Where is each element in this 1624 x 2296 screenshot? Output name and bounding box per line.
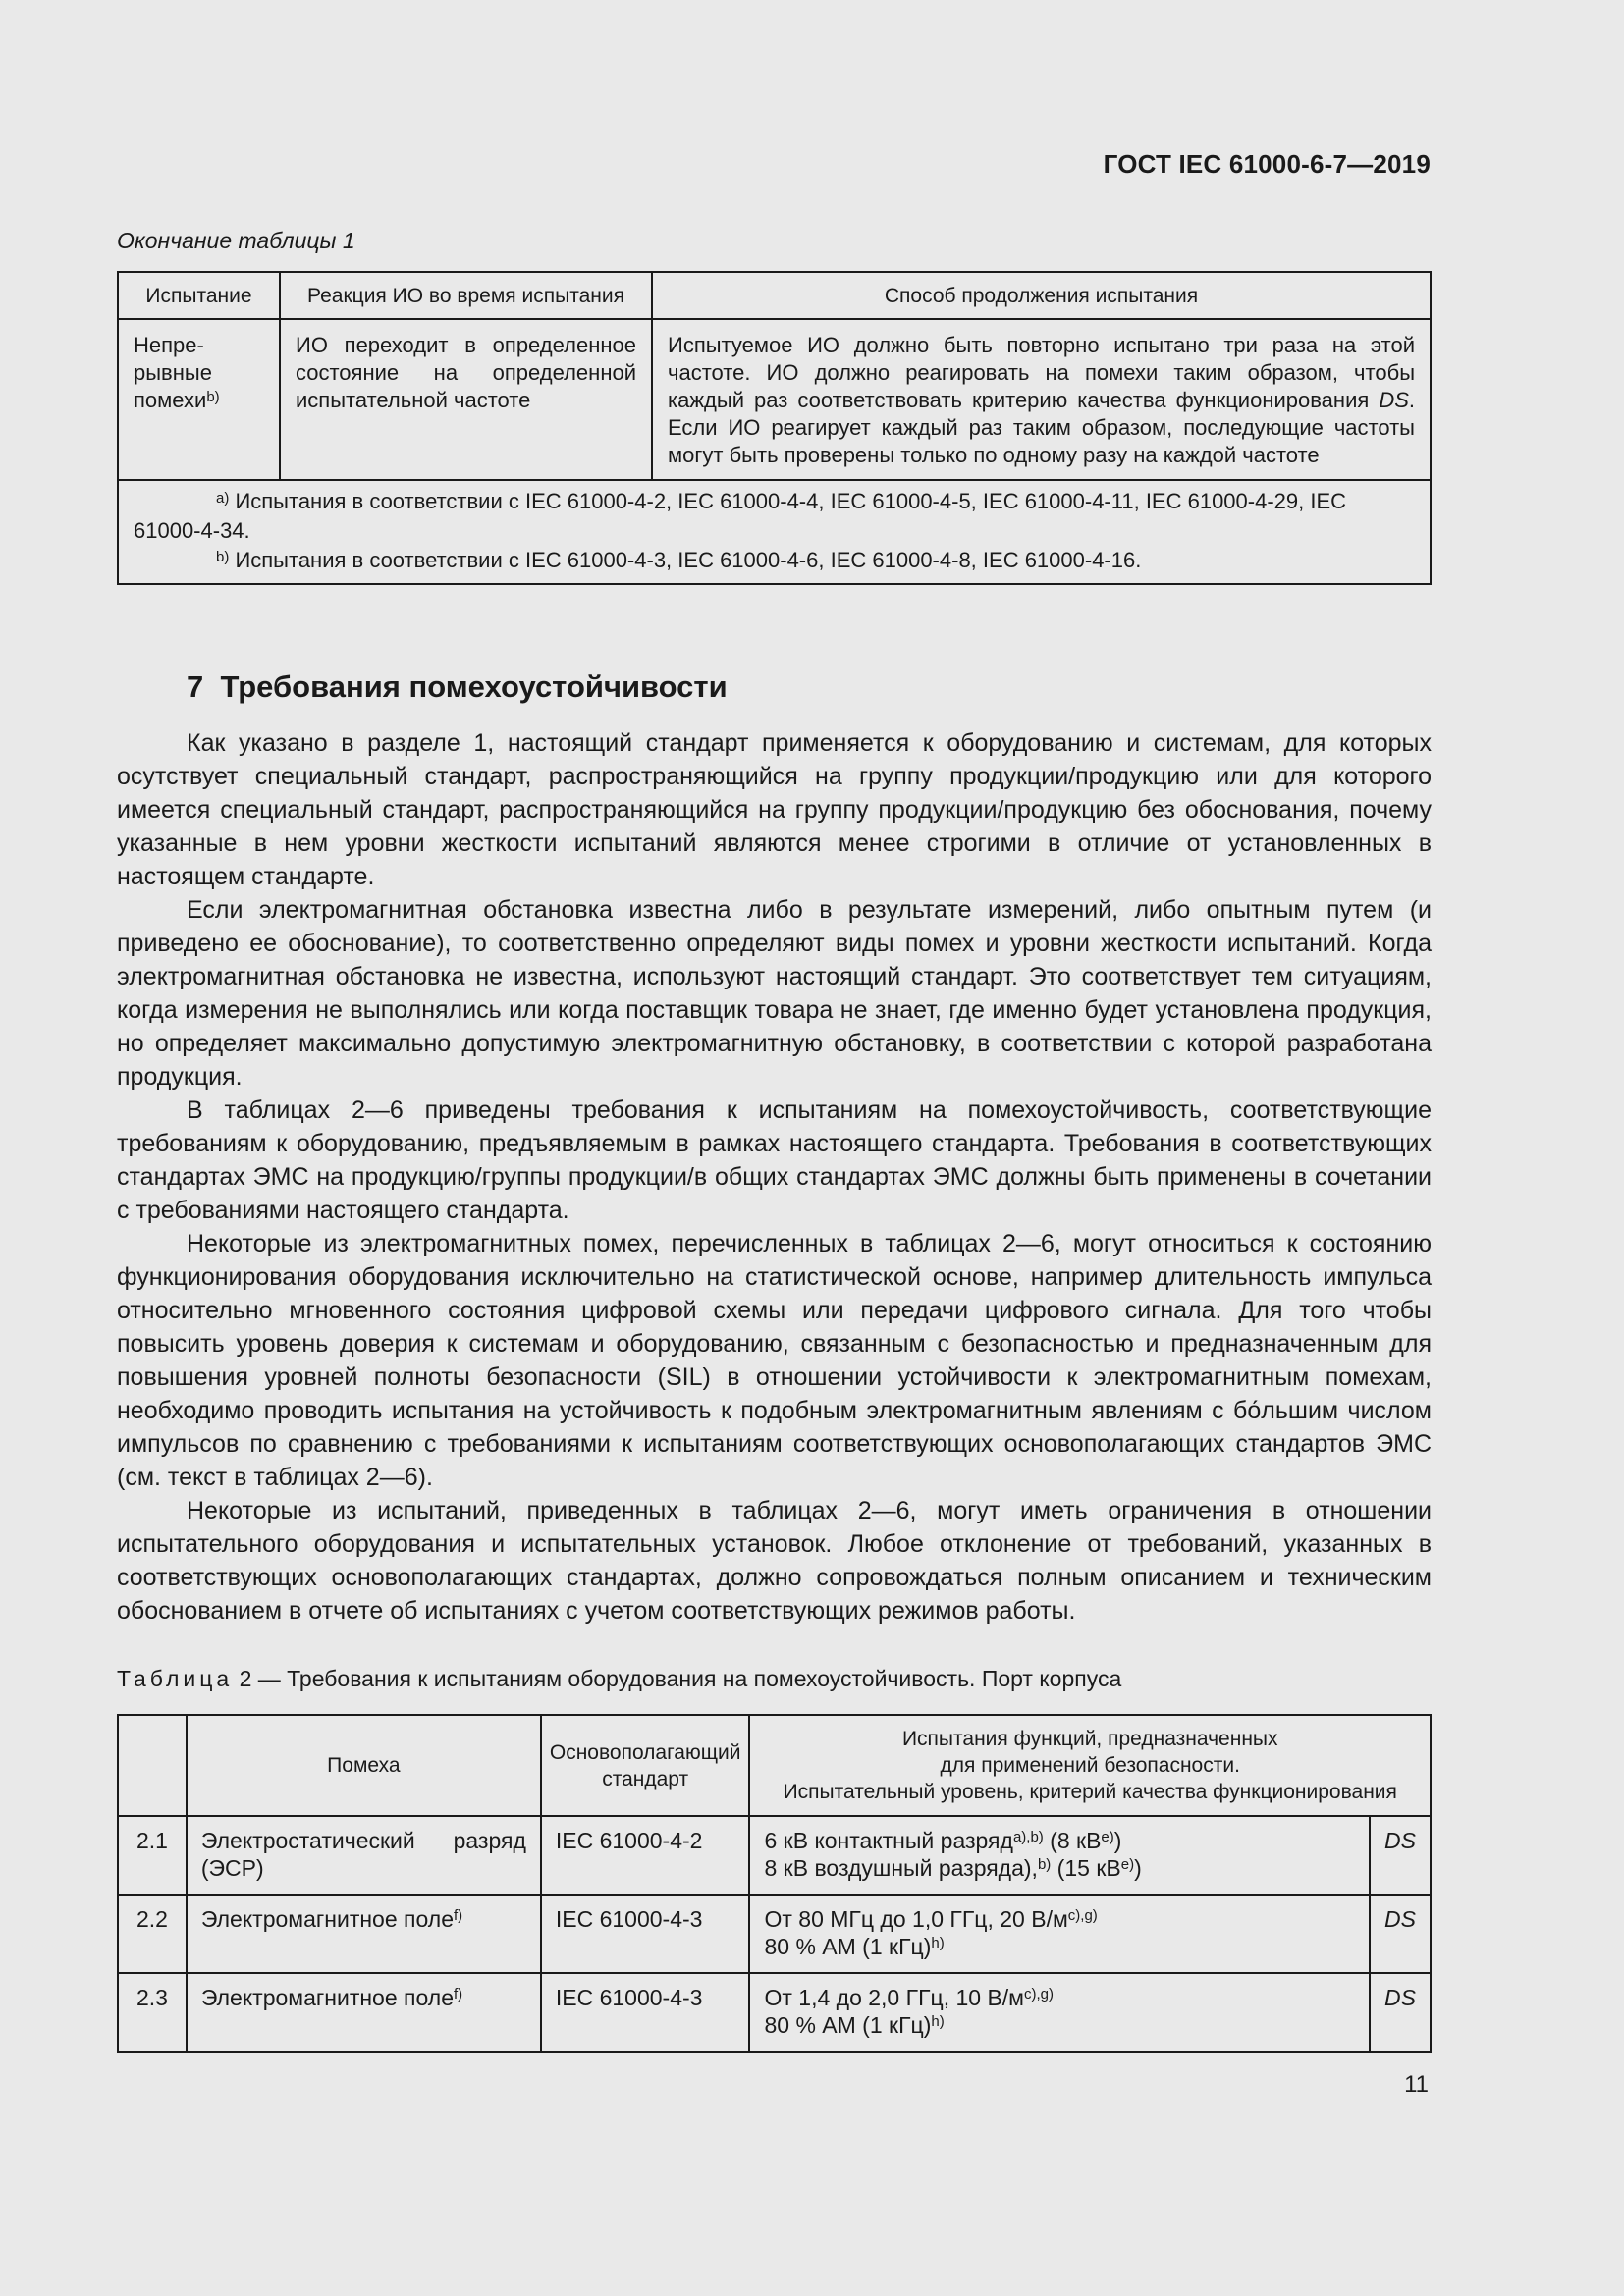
row-phenomenon [187, 1895, 541, 1973]
row-criterion: DS [1370, 1816, 1431, 1895]
table1-cell-reaction: ИО переходит в определенное состояние на определенной испытательной частоте [280, 319, 652, 480]
footnote-mark: h) [931, 2013, 945, 2030]
level-line [764, 1984, 1355, 2011]
table1 [117, 271, 1432, 585]
cell-text: Испытуемое ИО должно быть повторно испытано три раза на этой частоте. ИО должно реагировать на помехи таким образом, чтобы каждый раз соответствовать критерию качества функционирования [668, 333, 1415, 412]
footnote-mark: a),b) [1012, 1829, 1044, 1845]
footnote-mark: b) [206, 389, 220, 405]
cell-text: Электростатический разряд (ЭСР) [200, 1828, 526, 1881]
footnote-mark: c),g) [1024, 1986, 1054, 2002]
table2 [117, 1714, 1432, 2053]
section-number: 7 [187, 669, 204, 704]
paragraph: Если электромагнитная обстановка известна либо в результате измерений, либо опытным путем (и приведено ее обоснование), то соответственно определяют виды помех и уровни жесткости испытаний. Когда электромагнитная обстановка не известна, используют настоящий стандарт. Это соответствует тем ситуациям, когда измерения не выполнялись или когда поставщик товара не знает, где именно будет установлена продукция, но определяет максимально допустимую электромагнитную обстановку, в соответствии с которой разработана продукция. [117, 896, 1432, 1091]
table1-cell-method [652, 319, 1431, 480]
table1-cell-test [118, 319, 280, 480]
paragraph: В таблицах 2—6 приведены требования к испытаниям на помехоустойчивость, соответствующие требованиям к оборудованию, предъявляемым в рамках настоящего стандарта. Требования в соответствующих стандартах ЭМС на продукцию/группы продукции/в общих стандартах ЭМС должны быть применены в сочетании с требованиями настоящего стандарта. [117, 1096, 1432, 1224]
footnote-mark: c),g) [1067, 1907, 1098, 1924]
footnote-mark: b) [1037, 1856, 1052, 1873]
table2-col-num [118, 1715, 187, 1816]
section-heading [187, 669, 728, 705]
page-number: 11 [1404, 2071, 1429, 2098]
table1-col-test: Испытание [118, 272, 280, 319]
row-test-level [749, 1816, 1370, 1895]
footnote [134, 487, 1415, 546]
level-line [764, 2011, 1355, 2039]
row-standard: IEC 61000-4-2 [541, 1816, 750, 1895]
footnote-text: Испытания в соответствии с IEC 61000-4-2, IEC 61000-4-4, IEC 61000-4-5, IEC 61000-4-11, IEC 61000-4-29, IEC 61000-4-34. [134, 489, 1347, 543]
row-number: 2.1 [118, 1816, 187, 1895]
cell-text: Непре-рывные помехи [134, 333, 212, 412]
row-phenomenon [187, 1973, 541, 2052]
row-standard: IEC 61000-4-3 [541, 1973, 750, 2052]
table2-caption-text: 2 — Требования к испытаниям оборудования на помехоустойчивость. Порт корпуса [233, 1666, 1122, 1691]
criterion-ds: DS [1379, 388, 1409, 412]
level-line [764, 1854, 1355, 1882]
footnote-mark: e) [1120, 1856, 1135, 1873]
row-test-level [749, 1973, 1370, 2052]
header-line: Испытания функций, предназначенных [901, 1728, 1278, 1750]
table2-caption [117, 1666, 1121, 1692]
header-line: для применений безопасности. [940, 1754, 1240, 1777]
table1-col-reaction: Реакция ИО во время испытания [280, 272, 652, 319]
section-body [117, 726, 1432, 1628]
paragraph: Как указано в разделе 1, настоящий стандарт применяется к оборудованию и системам, для которых осутствует специальный стандарт, распространяющийся на группу продукции/продукцию или для которого имеется специальный стандарт, распространяющийся на группу продукции/продукцию без обоснования, почему указанные в нем уровни жесткости испытаний являются менее строгими в отличие от установленных в настоящем стандарте. [117, 729, 1432, 890]
table2-body [118, 1816, 1431, 2052]
table2-col-standard: Основополагающий стандарт [541, 1715, 750, 1816]
table2-col-phenomenon: Помеха [187, 1715, 541, 1816]
table-row [118, 1816, 1431, 1895]
section-title: Требования помехоустойчивости [220, 669, 728, 704]
row-test-level [749, 1895, 1370, 1973]
cell-text: От 80 МГц до 1,0 ГГц, 20 В/м [764, 1906, 1068, 1932]
table1-notes [118, 480, 1431, 584]
footnote-mark: f) [453, 1986, 463, 2002]
footnote-mark: h) [931, 1935, 945, 1951]
table2-header-row [118, 1715, 1431, 1816]
table1-col-method: Способ продолжения испытания [652, 272, 1431, 319]
cell-text: От 1,4 до 2,0 ГГц, 10 В/м [764, 1985, 1024, 2010]
row-criterion: DS [1370, 1895, 1431, 1973]
row-standard: IEC 61000-4-3 [541, 1895, 750, 1973]
cell-text: 80 % АМ (1 кГц) [764, 1934, 932, 1959]
footnote-mark: b) [216, 549, 230, 565]
footnote [134, 546, 1415, 575]
footnote-mark: e) [1101, 1829, 1114, 1845]
cell-text: ) [1134, 1855, 1142, 1881]
row-criterion: DS [1370, 1973, 1431, 2052]
footnote-mark: a) [216, 490, 230, 507]
level-line [764, 1905, 1355, 1933]
table2-col-test-level [749, 1715, 1431, 1816]
cell-text: Электромагнитное поле [200, 1985, 454, 2010]
cell-text: 6 кВ контактный разряд [764, 1828, 1013, 1853]
document-id: ГОСТ IEC 61000-6-7—2019 [1103, 149, 1431, 179]
row-number: 2.2 [118, 1895, 187, 1973]
table1-header-row [118, 272, 1431, 319]
cell-text: ) [1113, 1828, 1122, 1853]
table1-caption: Окончание таблицы 1 [117, 228, 355, 253]
cell-text: . Если ИО реагирует каждый раз таким образом, последующие частоты могут быть проверены только по одному разу на каждой частоте [668, 388, 1415, 467]
row-number: 2.3 [118, 1973, 187, 2052]
table2-caption-label: Таблица [117, 1666, 234, 1691]
cell-text: 8 кВ воздушный разряда), [764, 1855, 1038, 1881]
footnote-text: Испытания в соответствии с IEC 61000-4-3, IEC 61000-4-6, IEC 61000-4-8, IEC 61000-4-16. [229, 548, 1142, 572]
cell-text: 80 % АМ (1 кГц) [764, 2012, 932, 2038]
paragraph: Некоторые из испытаний, приведенных в таблицах 2—6, могут иметь ограничения в отношении испытательного оборудования и испытательных установок. Любое отклонение от требований, указанных в соответствующих основополагающих стандартах, должно сопровождаться полным описанием и техническим обоснованием в отчете об испытаниях с учетом соответствующих режимов работы. [117, 1497, 1432, 1625]
paragraph: Некоторые из электромагнитных помех, перечисленных в таблицах 2—6, могут относиться к состоянию функционирования оборудования исключительно на статистической основе, например длительность импульса относительно мгновенного состояния цифровой схемы или передачи цифрового сигнала. Для того чтобы повысить уровень доверия к системам и оборудованию, связанным с безопасностью и предназначенным для повышения уровней полноты безопасности (SIL) в отношении устойчивости к электромагнитным помехам, необходимо проводить испытания на устойчивость к подобным электромагнитным явлениям с бо́льшим числом импульсов по сравнению с требованиями к испытаниям соответствующих основополагающих стандартов ЭМС (см. текст в таблицах 2—6). [117, 1230, 1432, 1491]
level-line [764, 1827, 1355, 1854]
cell-text: (15 кВ [1051, 1855, 1121, 1881]
level-line [764, 1933, 1355, 1960]
table1-notes-row [118, 480, 1431, 584]
table-row [118, 1895, 1431, 1973]
row-phenomenon [187, 1816, 541, 1895]
footnote-mark: f) [453, 1907, 463, 1924]
header-line: Испытательный уровень, критерий качества функционирования [783, 1781, 1397, 1803]
table-row [118, 1973, 1431, 2052]
cell-text: Электромагнитное поле [200, 1906, 454, 1932]
table-row [118, 319, 1431, 480]
cell-text: (8 кВ [1043, 1828, 1102, 1853]
